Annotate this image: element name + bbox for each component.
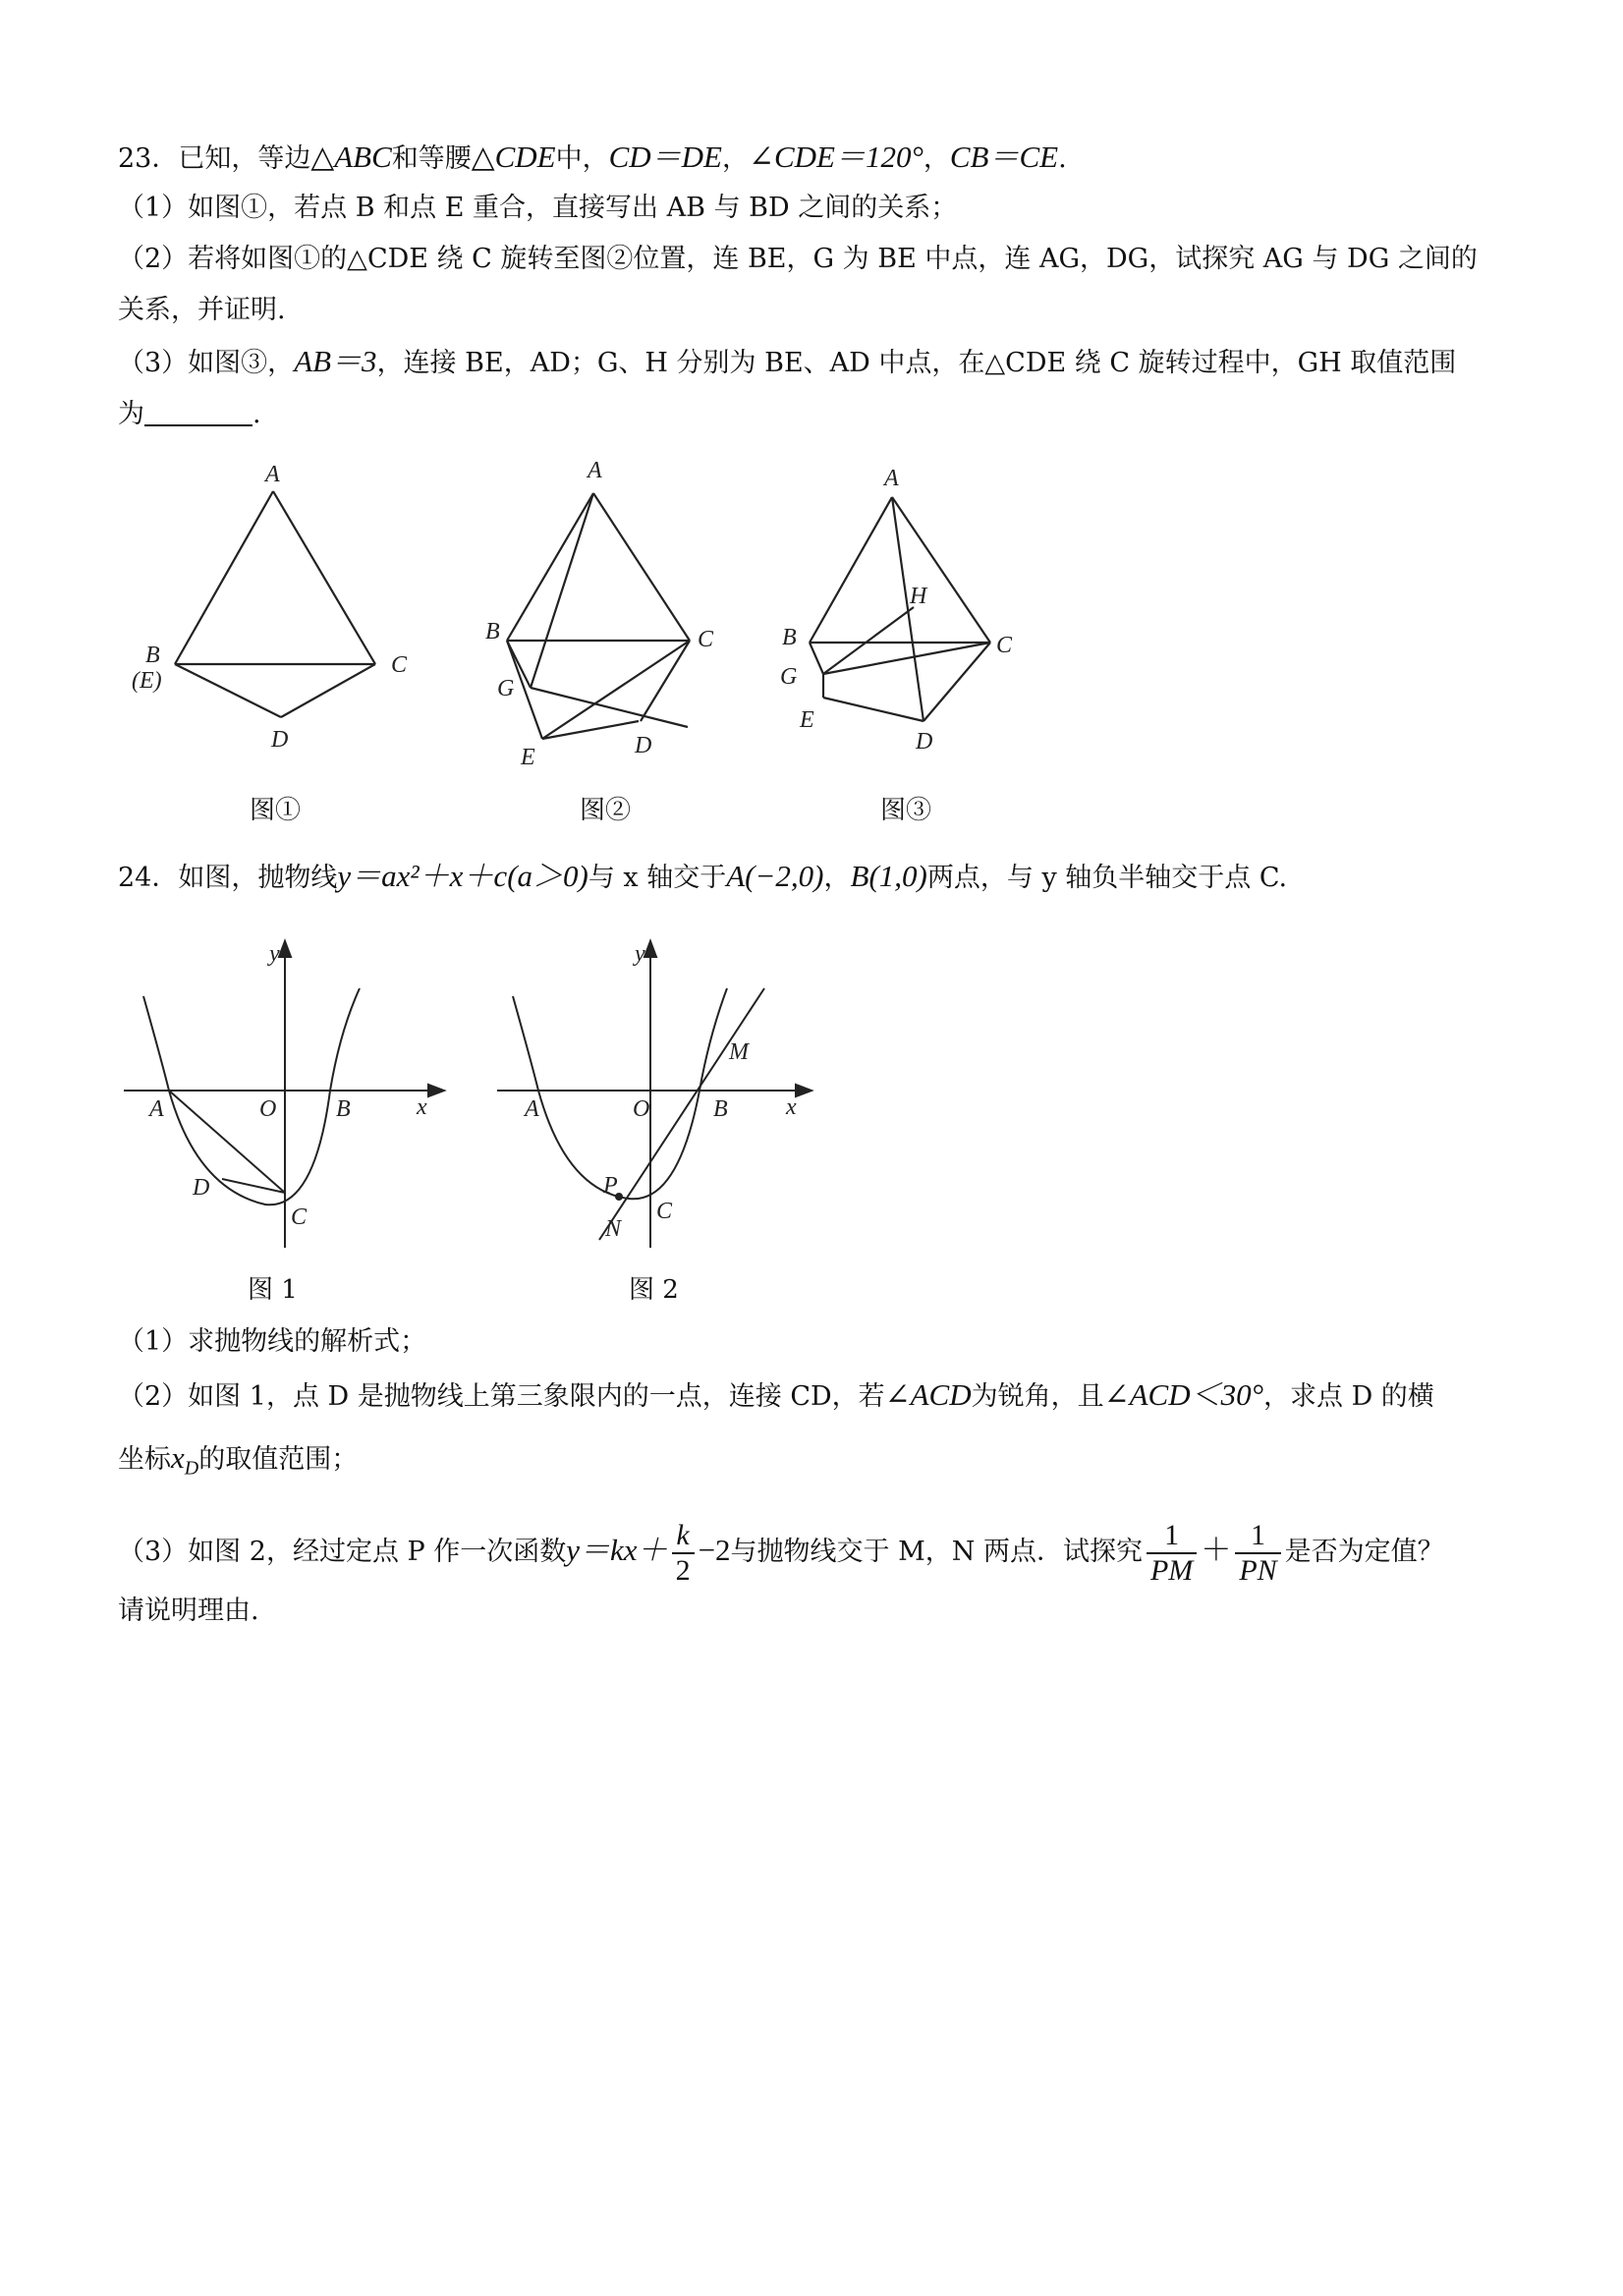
point-a: A(−2,0): [726, 859, 824, 893]
point-b: B(1,0): [850, 859, 927, 893]
fraction-1-over-pn: [1235, 1519, 1280, 1588]
axis-y-label: y: [269, 941, 280, 967]
label-c: C: [698, 627, 714, 652]
q23-intro: 23．已知，等边: [118, 143, 311, 174]
q23-figure-1: [118, 452, 442, 776]
fraction-numerator: k: [672, 1519, 695, 1554]
q24-part-3-cont: 请说明理由.: [118, 1596, 259, 1626]
label-d: D: [916, 729, 933, 755]
q24-line-1: [118, 857, 1287, 898]
label-a: A: [884, 466, 899, 491]
q24-fig1-caption: 图 1: [248, 1275, 298, 1305]
parabola-equation: y＝ax²＋x＋c(a＞0): [337, 859, 588, 893]
q24-text: 是否为定值？: [1284, 1537, 1444, 1567]
fraction-denominator: PM: [1149, 1553, 1194, 1587]
q24-text: 的取值范围；: [198, 1444, 359, 1475]
axis-x-label: x: [786, 1094, 797, 1120]
q23-part-2: （2）若将如图①的△CDE 绕 C 旋转至图②位置，连 BE，G 为 BE 中点，连 AG，DG，试探究 AG 与 DG 之间的: [118, 244, 1478, 274]
label-c: C: [656, 1199, 673, 1224]
q23-figure-3: [766, 452, 1051, 776]
fraction-denominator: 2: [675, 1553, 691, 1587]
label-g: G: [780, 664, 798, 690]
label-e: E: [800, 707, 814, 733]
ab-eq-3: AB＝3: [294, 344, 377, 378]
plus-sign: ＋: [1201, 1533, 1232, 1568]
linear-constant: −2: [698, 1533, 731, 1567]
triangle-cde: △CDE: [471, 140, 556, 174]
label-d: D: [635, 733, 652, 758]
q24-text: ，求点 D 的横: [1263, 1381, 1434, 1412]
q24-figure-1: [118, 933, 452, 1258]
label-m: M: [729, 1039, 749, 1065]
label-b: B: [713, 1096, 728, 1122]
angle-acd: ∠ACD: [884, 1377, 972, 1412]
q23-text: ，: [721, 143, 749, 174]
label-o: O: [259, 1096, 277, 1122]
q24-part-2-cont: [118, 1438, 358, 1487]
x-d-variable: x: [171, 1440, 185, 1475]
label-c: C: [291, 1204, 308, 1230]
angle-cde: ∠CDE＝120°: [748, 140, 923, 174]
q24-part-3: [118, 1511, 1444, 1592]
q23-text: ，连接 BE，AD；G、H 分别为 BE、AD 中点，在△CDE 绕 C 旋转过程中，GH 取值范围: [376, 348, 1457, 378]
label-e: (E): [132, 668, 162, 694]
q24-text: 与 x 轴交于: [588, 863, 727, 893]
fraction-k-over-2: [672, 1519, 695, 1588]
fraction-1-over-pm: [1147, 1519, 1197, 1588]
q24-text: （3）如图 2，经过定点 P 作一次函数: [118, 1537, 567, 1567]
label-h: H: [910, 584, 927, 609]
q24-text: （2）如图 1，点 D 是抛物线上第三象限内的一点，连接 CD，若: [118, 1381, 885, 1412]
triangle-abc: △ABC: [310, 140, 392, 174]
q23-part-3: [118, 342, 1456, 383]
label-c: C: [391, 652, 408, 678]
label-b: B: [145, 643, 160, 668]
label-p: P: [603, 1173, 618, 1199]
label-c: C: [996, 633, 1013, 658]
fraction-numerator: 1: [1235, 1519, 1280, 1554]
x-d-subscript: D: [184, 1457, 199, 1480]
q24-text: ，: [823, 863, 851, 893]
axis-y-label: y: [635, 941, 645, 967]
label-d: D: [193, 1175, 210, 1201]
label-a: A: [525, 1096, 539, 1122]
fig2-caption: 图②: [580, 796, 632, 825]
label-b: B: [485, 619, 500, 644]
cb-eq-ce: CB＝CE: [949, 140, 1059, 174]
q23-text: 为: [118, 399, 144, 429]
label-a: A: [588, 458, 602, 483]
label-o: O: [633, 1096, 650, 1122]
q24-text: 坐标: [118, 1444, 171, 1475]
q23-part-1: （1）如图①，若点 B 和点 E 重合，直接写出 AB 与 BD 之间的关系；: [118, 193, 958, 223]
label-n: N: [605, 1216, 622, 1242]
q24-text: 与抛物线交于 M，N 两点．试探究: [730, 1537, 1143, 1567]
q23-text: 和等腰: [391, 143, 472, 174]
answer-blank: [144, 397, 252, 426]
label-e: E: [521, 745, 535, 770]
q24-figure-2: [491, 933, 825, 1258]
q23-text: ，: [923, 143, 950, 174]
fig1-caption: 图①: [250, 796, 302, 825]
label-a: A: [265, 462, 280, 487]
q23-figure-2: [472, 452, 756, 776]
fraction-denominator: PN: [1239, 1553, 1277, 1587]
q24-text: 两点，与 y 轴负半轴交于点 C.: [926, 863, 1288, 893]
q23-part-2-cont: 关系，并证明.: [118, 295, 286, 325]
q24-intro: 24．如图，抛物线: [118, 863, 338, 893]
label-b: B: [782, 625, 797, 650]
linear-function: y＝kx＋: [566, 1533, 668, 1567]
angle-acd-condition: ∠ACD＜30°: [1103, 1377, 1263, 1412]
label-a: A: [149, 1096, 164, 1122]
label-b: B: [336, 1096, 351, 1122]
label-d: D: [271, 727, 289, 753]
q24-part-1: （1）求抛物线的解析式；: [118, 1326, 427, 1357]
q23-text: .: [252, 399, 261, 429]
q24-text: 为锐角，且: [971, 1381, 1104, 1412]
q23-part-3-cont: [118, 395, 261, 434]
fig3-caption: 图③: [880, 796, 932, 825]
q23-text: （3）如图③，: [118, 348, 295, 378]
q24-part-2: [118, 1375, 1434, 1417]
q23-text: 中，: [555, 143, 609, 174]
q23-text: .: [1058, 143, 1067, 174]
q24-fig2-caption: 图 2: [629, 1275, 679, 1305]
label-g: G: [497, 676, 515, 701]
fraction-numerator: 1: [1147, 1519, 1197, 1554]
q23-line-1: [118, 138, 1067, 179]
cd-eq-de: CD＝DE: [608, 140, 722, 174]
axis-x-label: x: [417, 1094, 427, 1120]
